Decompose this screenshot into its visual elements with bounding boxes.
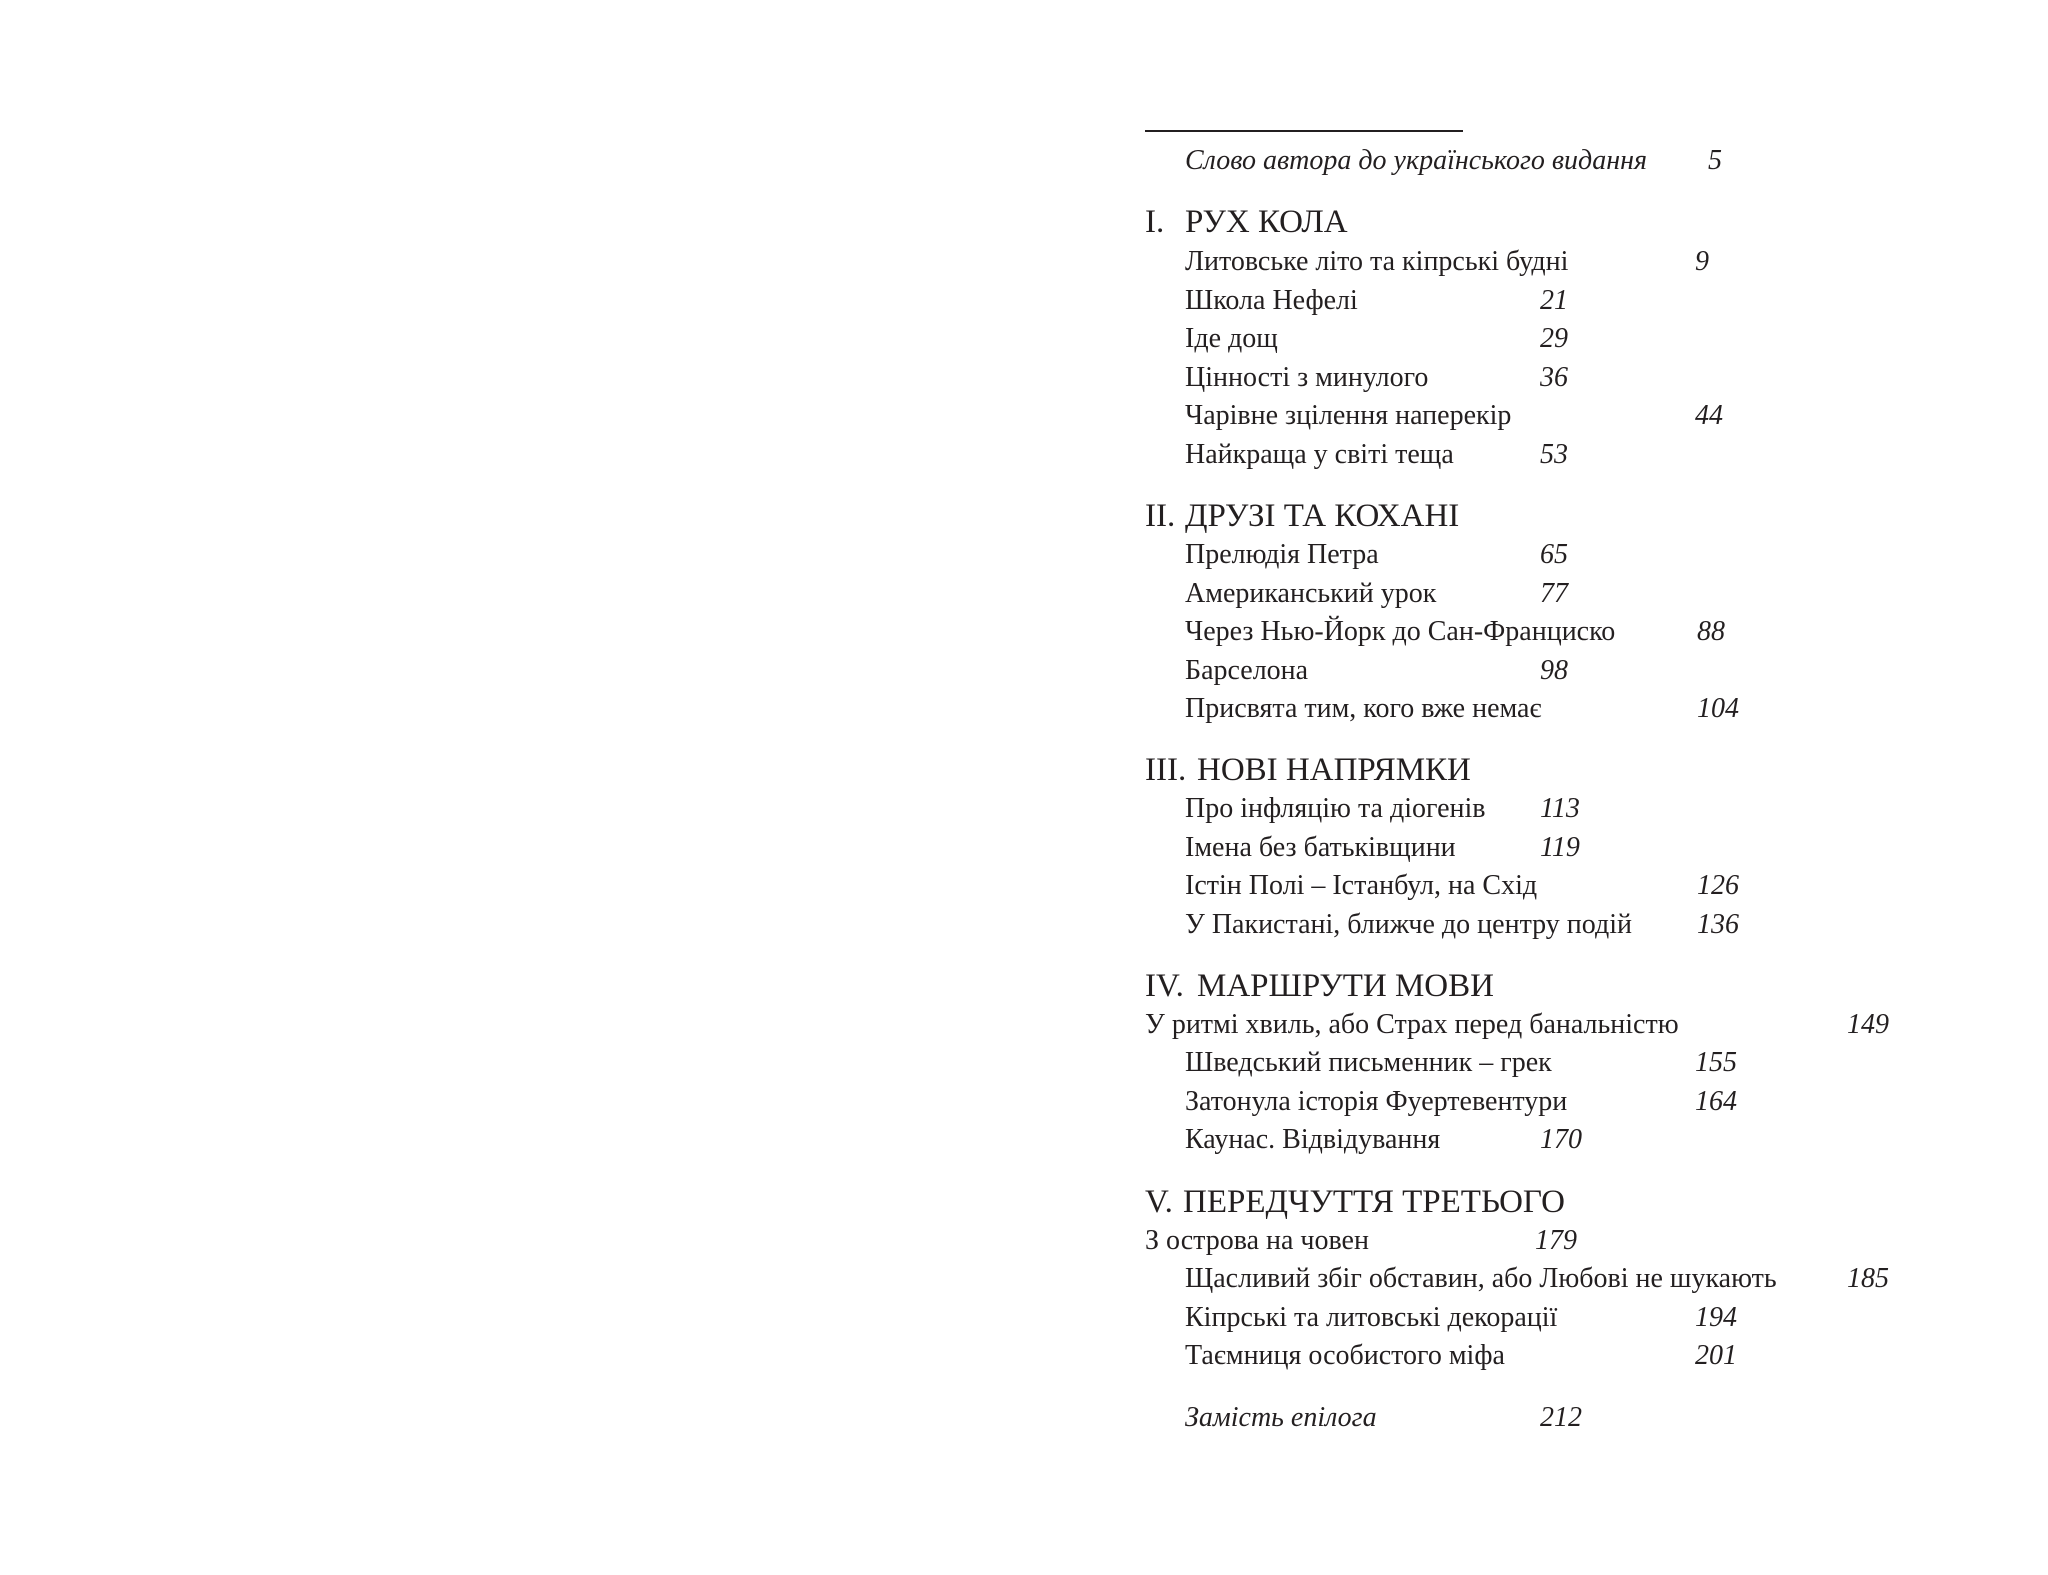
entry-title: Іде дощ [1185, 323, 1278, 354]
entry-title: Імена без батьківщини [1185, 832, 1456, 863]
section-heading [1145, 495, 1545, 537]
toc-entry [1185, 537, 1745, 573]
entry-page: 119 [1540, 832, 1580, 863]
section-title: НОВІ НАПРЯМКИ [1197, 752, 1471, 788]
entry-page: 149 [1847, 1009, 1889, 1040]
entry-page: 77 [1540, 578, 1568, 609]
toc-entry [1185, 868, 1745, 904]
entry-title: У Пакистані, ближче до центру подій [1185, 909, 1632, 940]
entry-page: 126 [1697, 870, 1739, 901]
entry-page: 29 [1540, 323, 1568, 354]
section-number: I. [1145, 204, 1165, 240]
entry-title: Шведський письменник – грек [1185, 1047, 1552, 1078]
top-rule [1145, 130, 1463, 132]
entry-page: 5 [1708, 145, 1722, 176]
entry-title: Чарівне зцілення наперекір [1185, 400, 1512, 431]
section-title: РУХ КОЛА [1185, 204, 1348, 240]
entry-title: Істін Полі – Істанбул, на Схід [1185, 870, 1538, 901]
entry-page: 88 [1697, 616, 1725, 647]
toc-entry [1185, 1045, 1745, 1081]
entry-title: Замість епілога [1185, 1402, 1377, 1433]
toc-entry [1185, 907, 1745, 943]
section-number: V. [1145, 1184, 1173, 1220]
section-number: IV. [1145, 968, 1184, 1004]
toc-entry [1145, 1007, 1905, 1043]
entry-page: 170 [1540, 1124, 1582, 1155]
entry-title: Присвята тим, кого вже немає [1185, 693, 1542, 724]
entry-title: У ритмі хвиль, або Страх перед банальністю [1145, 1009, 1679, 1040]
entry-title: Таємниця особистого міфа [1185, 1340, 1505, 1371]
entry-page: 65 [1540, 539, 1568, 570]
toc-entry [1185, 653, 1745, 689]
toc-entry [1145, 1223, 1745, 1259]
toc-entry [1185, 1300, 1745, 1336]
entry-title: Американський урок [1185, 578, 1437, 609]
entry-page: 44 [1695, 400, 1723, 431]
entry-page: 164 [1695, 1086, 1737, 1117]
entry-page: 9 [1695, 246, 1709, 277]
entry-page: 212 [1540, 1402, 1582, 1433]
entry-title: Цінності з минулого [1185, 362, 1429, 393]
section-title: ПЕРЕДЧУТТЯ ТРЕТЬОГО [1183, 1184, 1566, 1220]
section-heading [1145, 1181, 1645, 1223]
toc-entry [1185, 830, 1745, 866]
toc-entry [1185, 437, 1745, 473]
section-number: III. [1145, 752, 1187, 788]
toc-entry [1185, 1261, 1905, 1297]
toc-entry [1185, 614, 1745, 650]
section-title: МАРШРУТИ МОВИ [1197, 968, 1494, 1004]
entry-page: 36 [1540, 362, 1568, 393]
entry-title: Барселона [1185, 655, 1309, 686]
section-heading [1145, 749, 1545, 791]
entry-title: Школа Нефелі [1185, 285, 1358, 316]
entry-page: 201 [1695, 1340, 1737, 1371]
entry-page: 113 [1540, 793, 1580, 824]
entry-title: Прелюдія Петра [1185, 539, 1379, 570]
entry-page: 194 [1695, 1302, 1737, 1333]
entry-title: З острова на човен [1145, 1225, 1369, 1256]
entry-page: 179 [1535, 1225, 1577, 1256]
toc-entry [1185, 1338, 1745, 1374]
toc-entry [1185, 691, 1745, 727]
entry-title: Слово автора до українського видання [1185, 145, 1647, 176]
toc-entry-foreword [1185, 143, 1785, 179]
entry-title: Затонула історія Фуертевентури [1185, 1086, 1568, 1117]
toc-entry [1185, 576, 1745, 612]
entry-title: Каунас. Відвідування [1185, 1124, 1441, 1155]
entry-title: Кіпрські та литовські декорації [1185, 1302, 1558, 1333]
entry-title: Литовське літо та кіпрські будні [1185, 246, 1569, 277]
section-title: ДРУЗІ ТА КОХАНІ [1185, 498, 1460, 534]
entry-page: 136 [1697, 909, 1739, 940]
entry-title: Щасливий збіг обставин, або Любові не шукають [1185, 1263, 1777, 1294]
entry-page: 155 [1695, 1047, 1737, 1078]
entry-page: 104 [1697, 693, 1739, 724]
section-heading [1145, 201, 1445, 243]
entry-title: Про інфляцію та діогенів [1185, 793, 1486, 824]
entry-page: 98 [1540, 655, 1568, 686]
toc-entry [1185, 244, 1745, 280]
toc-entry [1185, 283, 1745, 319]
toc-entry [1185, 1122, 1745, 1158]
toc-entry-epilogue [1185, 1400, 1745, 1436]
toc-entry [1185, 791, 1745, 827]
toc-entry [1185, 398, 1745, 434]
toc-entry [1185, 1084, 1745, 1120]
entry-page: 185 [1847, 1263, 1889, 1294]
section-number: II. [1145, 498, 1176, 534]
toc-entry [1185, 321, 1745, 357]
section-heading [1145, 965, 1545, 1007]
entry-page: 53 [1540, 439, 1568, 470]
entry-page: 21 [1540, 285, 1568, 316]
entry-title: Через Нью-Йорк до Сан-Франциско [1185, 616, 1616, 647]
entry-title: Найкраща у світі теща [1185, 439, 1454, 470]
toc-entry [1185, 360, 1745, 396]
